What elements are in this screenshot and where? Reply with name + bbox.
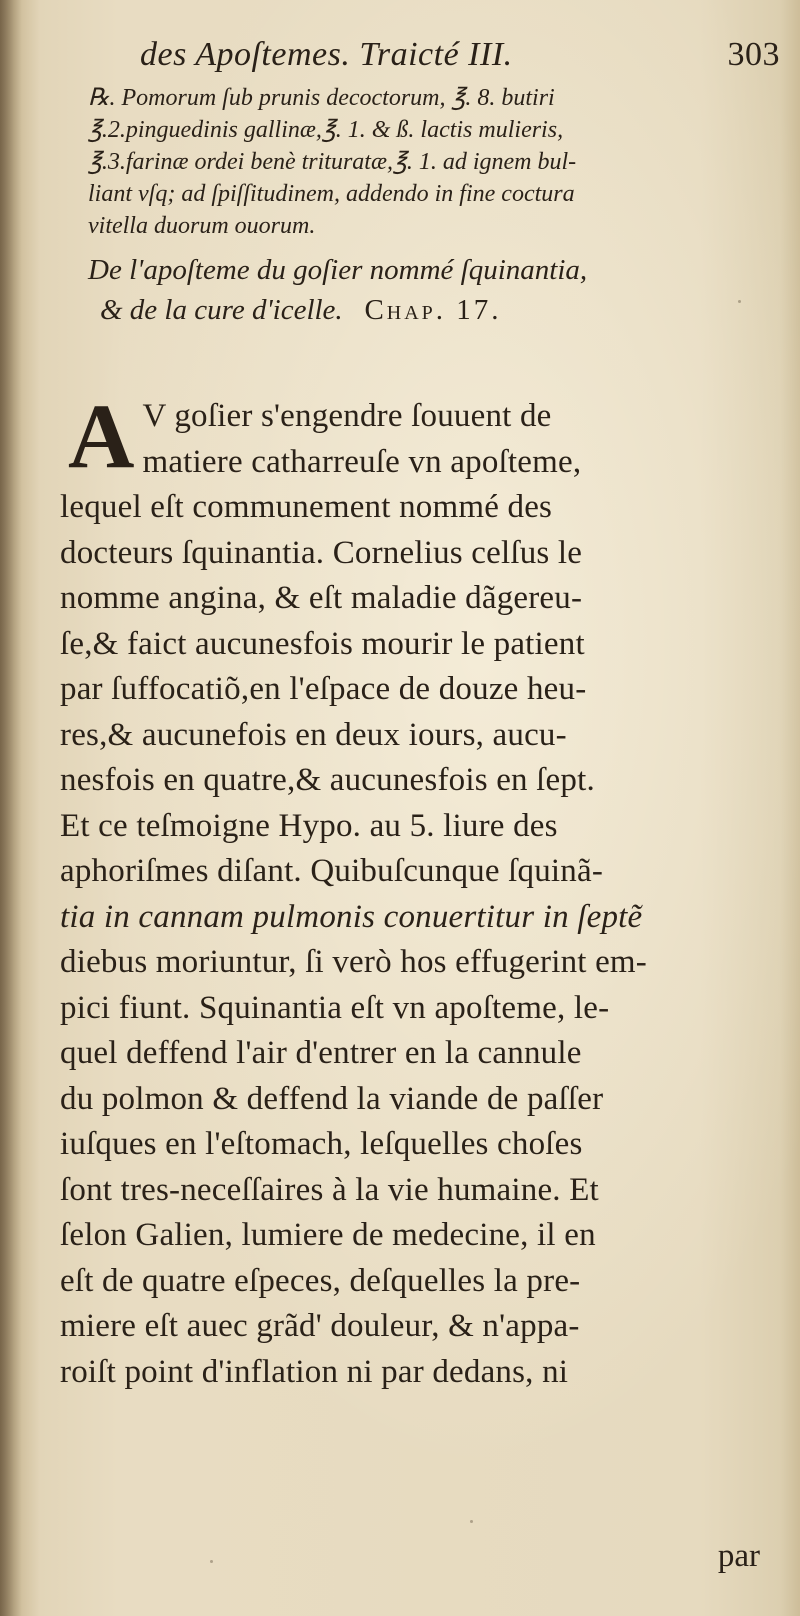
chapter-body: [60, 385, 775, 1395]
body-line: eſt de quatre eſpeces, deſquelles la pre-: [60, 1262, 581, 1299]
body-line: matiere catharreuſe vn apoſteme,: [142, 443, 582, 480]
body-line: iuſques en l'eſtomach, leſquelles choſes: [60, 1126, 583, 1162]
body-line: quel deffend l'air d'entrer en la cannule: [60, 1035, 582, 1071]
body-line: par ſuffocatiõ,en l'eſpace de douze heu-: [60, 671, 587, 707]
chapter-title-line-2: [88, 290, 768, 330]
chapter-heading: [88, 250, 768, 330]
binding-gutter-shadow: [0, 0, 22, 1616]
body-line: lequel eſt communement nommé des: [60, 489, 553, 525]
chapter-number-label: Chap. 17.: [364, 294, 502, 326]
page-number: 303: [727, 36, 780, 73]
running-head-title: des Apoſtemes. Traicté III.: [140, 36, 513, 73]
drop-cap-initial: A: [68, 385, 135, 487]
body-line: roiſt point d'inflation ni par dedans, ni: [60, 1353, 569, 1390]
body-line: ſelon Galien, lumiere de medecine, il en: [60, 1217, 596, 1253]
body-line: V goſier s'engendre ſouuent de: [142, 398, 552, 434]
recipe-line: ℥.2.pinguedinis gallinæ,℥. 1. & ß. lactis mulieris,: [88, 117, 564, 143]
body-line: diebus moriuntur, ſi verò hos effugerint em-: [60, 944, 647, 980]
body-line: ſont tres-neceſſaires à la vie humaine. Et: [60, 1171, 599, 1208]
paper-speck: [210, 1560, 213, 1563]
recipe-line: liant vſq; ad ſpiſſitudinem, addendo in fine coctura: [88, 181, 575, 207]
body-line: pici fiunt. Squinantia eſt vn apoſteme, le-: [60, 989, 610, 1026]
chapter-title-line-2-text: & de la cure d'icelle.: [100, 294, 343, 326]
body-line: aphoriſmes diſant. Quibuſcunque ſquinã-: [60, 853, 604, 889]
body-line: nesfois en quatre,& aucunesfois en ſept.: [60, 762, 595, 798]
body-line: miere eſt auec grãd' douleur, & n'appa-: [60, 1308, 580, 1344]
recipe-line: ℥.3.farinæ ordei benè trituratæ,℥. 1. ad ignem bul-: [88, 149, 577, 175]
body-line: docteurs ſquinantia. Cornelius celſus le: [60, 534, 583, 571]
running-head: [140, 36, 780, 74]
chapter-title-line-1: De l'apoſteme du goſier nommé ſquinantia,: [88, 254, 588, 286]
catchword: par: [717, 1538, 760, 1574]
body-line: nomme angina, & eſt maladie dãgereu-: [60, 580, 583, 616]
recipe-line: ℞. Pomorum ſub prunis decoctorum, ℥. 8. butiri: [88, 85, 555, 111]
body-line: res,& aucunefois en deux iours, aucu-: [60, 716, 567, 753]
body-line: Et ce teſmoigne Hypo. au 5. liure des: [60, 807, 558, 844]
recipe-block: [88, 82, 768, 242]
paper-speck: [470, 1520, 473, 1523]
body-line-latin: tia in cannam pulmonis conuertitur in ſeptẽ: [60, 898, 643, 935]
body-line: du polmon & deffend la viande de paſſer: [60, 1080, 604, 1117]
recipe-line: vitella duorum ouorum.: [88, 213, 316, 239]
body-line: ſe,& faict aucunesfois mourir le patient: [60, 625, 585, 662]
paper-speck: [738, 300, 741, 303]
